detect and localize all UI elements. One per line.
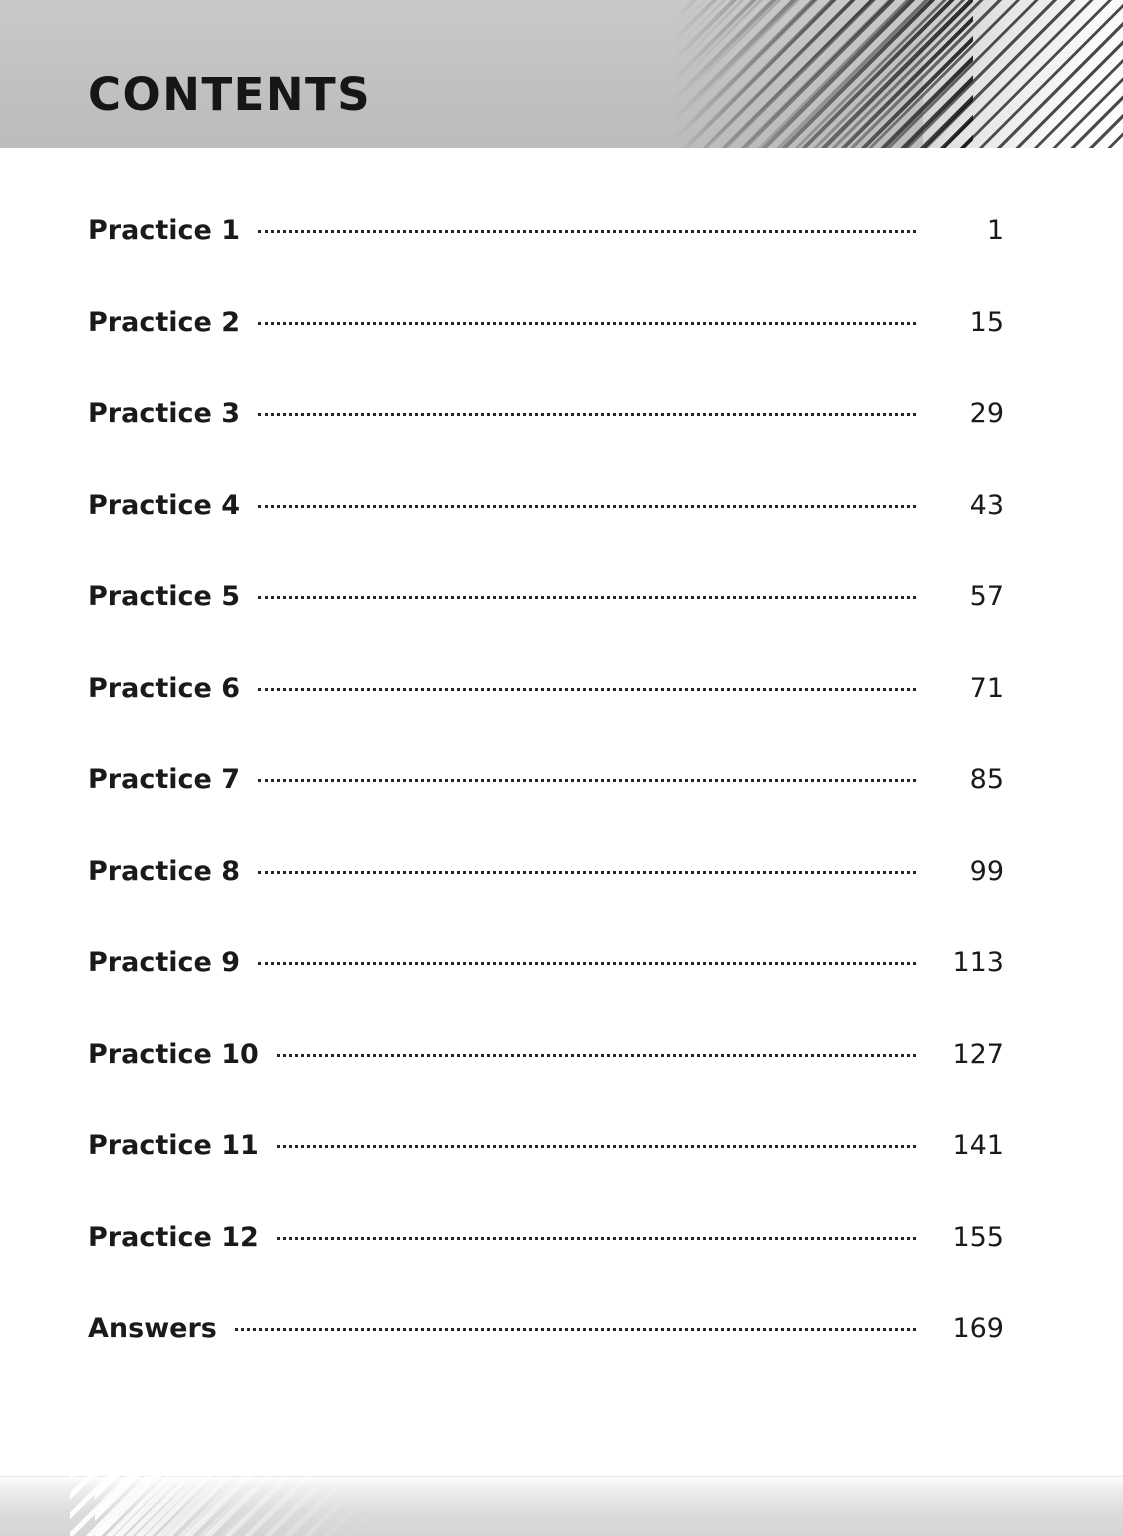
toc-entry-page: 71 bbox=[969, 672, 1004, 704]
toc-entry-label: Practice 9 bbox=[88, 947, 240, 978]
toc-leader-dots bbox=[258, 951, 916, 971]
toc-leader-dots bbox=[258, 677, 916, 697]
toc-leader-dots bbox=[258, 768, 916, 788]
toc-entry-label: Practice 4 bbox=[88, 489, 240, 521]
toc-entry-page: 1 bbox=[986, 215, 1004, 246]
toc-entry-label: Answers bbox=[88, 1313, 217, 1344]
toc-entry-page: 57 bbox=[969, 581, 1004, 612]
toc-entry-label: Practice 12 bbox=[88, 1221, 259, 1253]
toc-entry-page: 15 bbox=[969, 306, 1004, 338]
toc-entry-label: Practice 6 bbox=[88, 672, 240, 704]
toc-entry-page: 169 bbox=[952, 1313, 1004, 1344]
toc-entry-label: Practice 11 bbox=[88, 1130, 259, 1161]
toc-entry[interactable] bbox=[88, 581, 1004, 673]
toc-entry[interactable] bbox=[88, 1313, 1004, 1405]
toc-leader-dots bbox=[277, 1043, 916, 1063]
toc-entry-page: 113 bbox=[952, 947, 1004, 978]
toc-entry[interactable] bbox=[88, 764, 1004, 856]
toc-entry[interactable] bbox=[88, 398, 1004, 490]
toc-entry[interactable] bbox=[88, 856, 1004, 948]
toc-entry-page: 85 bbox=[969, 764, 1004, 795]
toc-entry[interactable] bbox=[88, 947, 1004, 1039]
toc-entry[interactable] bbox=[88, 1222, 1004, 1314]
header-band bbox=[0, 0, 1123, 148]
toc-entry[interactable] bbox=[88, 1039, 1004, 1131]
toc-entry[interactable] bbox=[88, 307, 1004, 399]
toc-leader-dots bbox=[258, 494, 916, 514]
toc-leader-dots bbox=[258, 585, 916, 605]
toc-entry-label: Practice 5 bbox=[88, 581, 240, 612]
toc-entry-page: 29 bbox=[969, 398, 1004, 429]
page-title: CONTENTS bbox=[88, 68, 372, 121]
toc-entry[interactable] bbox=[88, 1130, 1004, 1222]
toc-leader-dots bbox=[258, 860, 916, 880]
footer-band bbox=[0, 1476, 1123, 1536]
footer-diagonal-stripes-decoration-secondary bbox=[95, 1476, 255, 1536]
toc-entry-page: 141 bbox=[952, 1130, 1004, 1161]
toc-entry-page: 127 bbox=[952, 1038, 1004, 1070]
toc-entry-label: Practice 7 bbox=[88, 764, 240, 795]
toc-entry[interactable] bbox=[88, 215, 1004, 307]
toc-entry-page: 155 bbox=[952, 1221, 1004, 1253]
toc-entry-label: Practice 8 bbox=[88, 855, 240, 887]
toc-entry-label: Practice 1 bbox=[88, 215, 240, 246]
toc-entry-label: Practice 2 bbox=[88, 306, 240, 338]
toc-leader-dots bbox=[235, 1317, 916, 1337]
toc-entry[interactable] bbox=[88, 490, 1004, 582]
toc-leader-dots bbox=[277, 1134, 916, 1154]
toc-leader-dots bbox=[258, 402, 916, 422]
toc-entry-label: Practice 3 bbox=[88, 398, 240, 429]
toc-leader-dots bbox=[258, 311, 916, 331]
table-of-contents bbox=[88, 215, 1004, 1405]
toc-entry-label: Practice 10 bbox=[88, 1038, 259, 1070]
header-diagonal-stripes-decoration-secondary bbox=[673, 0, 973, 148]
toc-entry-page: 43 bbox=[969, 489, 1004, 521]
toc-leader-dots bbox=[277, 1226, 916, 1246]
toc-entry-page: 99 bbox=[969, 855, 1004, 887]
toc-entry[interactable] bbox=[88, 673, 1004, 765]
toc-leader-dots bbox=[258, 219, 916, 239]
